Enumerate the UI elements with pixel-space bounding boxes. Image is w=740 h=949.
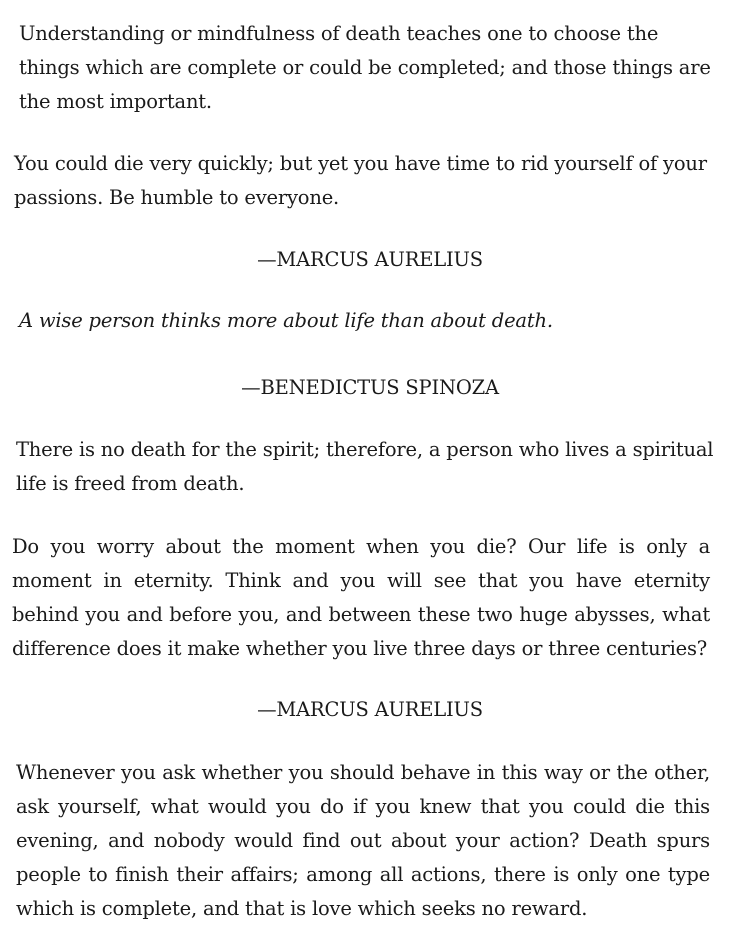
paragraph-wise-person: A wise person thinks more about life than about death.: [19, 309, 553, 332]
attribution-benedictus-spinoza: —BENEDICTUS SPINOZA: [241, 376, 499, 399]
paragraph-mindfulness-of-death: Understanding or mindfulness of death teaches one to choose the things which are complete or could be completed; and those things are the most important.: [19, 22, 711, 113]
attribution-marcus-aurelius-1: —MARCUS AURELIUS: [257, 248, 483, 271]
attribution-marcus-aurelius-2: —MARCUS AURELIUS: [257, 698, 483, 721]
paragraph-no-death-for-spirit: There is no death for the spirit; therefore, a person who lives a spiritual life is freed from death.: [16, 438, 714, 495]
paragraph-die-quickly: You could die very quickly; but yet you have time to rid yourself of your passions. Be humble to everyone.: [14, 152, 707, 209]
paragraph-worry-about-moment: Do you worry about the moment when you die? Our life is only a moment in eternity. Think and you will see that you have eternity behind you and before you, and between these two huge abysses, what difference does it make whether you live three days or three centuries?: [12, 535, 710, 660]
paragraph-whenever-you-ask: Whenever you ask whether you should behave in this way or the other, ask yourself, what would you do if you knew that you could die this evening, and nobody would find out about your action? Death spurs people to finish their affairs; among all actions, there is only one type which is complete, and that is love which seeks no reward.: [16, 761, 710, 920]
